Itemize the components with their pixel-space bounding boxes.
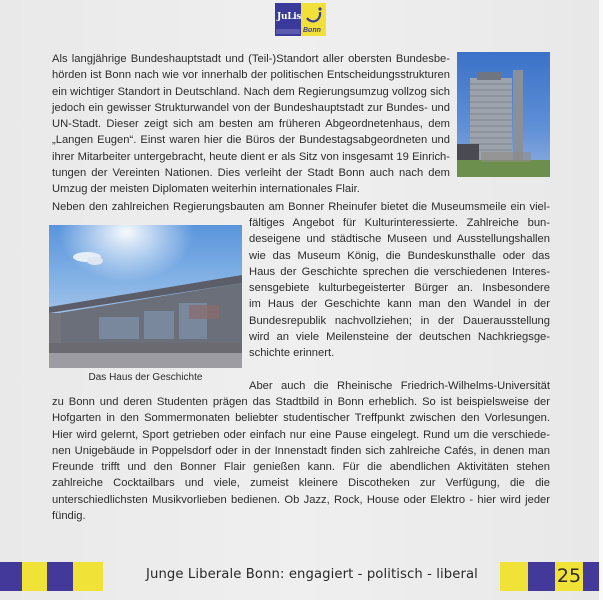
page-edge [599,0,603,600]
paragraph-bundesstadt [52,51,450,198]
text-line: fündig. [52,510,86,523]
text-line: tungen der Vereinten Nationen. Dies verleiht der Stadt Bonn auch nach dem [52,167,450,180]
text-line: sensgebiete kulturbegeisterter Bürger an. Insbesondere [249,282,550,295]
text-line: jedoch ein gewisser Strukturwandel von der Bundeshauptstadt zur Bundes- und [52,101,450,114]
text-line: Hofgarten in den Sommermonaten beliebter studentischer Treffpunkt zwischen den Vorlesungen. [52,412,550,425]
page-number: 25 [556,565,582,587]
logo-bonn-text: Bonn [303,27,321,34]
paragraph-museumsmeile [52,199,550,215]
photo-langer-eugen [457,52,550,177]
footer-stripe-purple [47,562,73,591]
text-line: wird an viele Meilensteine der deutschen Nachkriegsge- [249,331,550,344]
logo-subtitle [276,29,300,34]
text-line: deseigene und städtische Museen und Ausstellungshallen [249,233,550,246]
text-line: zu Bonn und deren Studenten prägen das Stadtbild in Bonn erheblich. So ist beispielsweise der [52,396,550,408]
photo-haus-der-geschichte [49,225,242,368]
footer-stripe-yellow [73,562,103,591]
text-line: hörden ist Bonn nach wie vor innerhalb der politischen Entscheidungsstrukturen [52,69,450,82]
text-line: unterschiedlichsten Musikvorlieben bedienen. Ob Jazz, Rock, House oder Elektro - hier wird jeder [52,493,550,506]
paragraph-museumsmeile-wrapped [249,215,550,362]
text-line: zahlreiche Cocktailbars und viele, zumeist kleinere Discotheken zur Verfügung, die die [52,477,550,490]
text-line: Hier wird gelernt, Sport getrieben oder einfach nur eine Pause eingelegt. Rund um die verschiede- [52,428,550,441]
julis-bonn-logo [275,3,326,36]
text-line: ihrer Mitarbeiter untergebracht, heute dient er als Sitz von insgesamt 19 Einrich- [52,150,450,163]
langer-eugen-illustration [457,52,550,177]
text-line: Aber auch die Rheinische Friedrich-Wilhelms-Universität [249,380,550,392]
text-line: Umzug der meisten Diplomaten weiterhin internationales Flair. [52,183,360,196]
text-line: Freunde trifft und den Bonner Flair genießen kann. Für die abendlichen Aktivitäten stehen [52,461,550,474]
text-line: im Haus der Geschichte kann man den Wandel in der [249,298,550,311]
text-line: Bundesrepublik nachvollziehen; in der Dauerausstellung [249,314,550,327]
haus-der-geschichte-illustration [49,225,242,368]
text-line: wie das Museum König, die Bundeskunsthalle oder das [249,249,550,262]
text-line: Haus der Geschichte sprechen die verschiedenen Interes- [249,265,550,278]
logo-swoosh-icon [305,6,325,26]
text-line: schichte erinnert. [249,347,335,360]
footer-stripe-yellow [500,562,528,591]
footer-stripe-yellow [22,562,47,591]
text-line: nen Unigebäude in Poppelsdorf oder in der Innenstadt finden sich zahlreiche Cafés, in denen man [52,444,550,457]
paragraph-universitaet [52,394,550,524]
text-line: Neben den zahlreichen Regierungsbauten am Bonner Rheinufer bietet die Museumsmeile ein viel- [52,201,550,213]
photo-caption: Das Haus der Geschichte [88,372,203,383]
footer-stripe-purple [0,562,22,591]
footer-slogan: Junge Liberale Bonn: engagiert - politisch - liberal [146,567,478,582]
footer-stripe-purple [583,562,599,591]
logo-julis-text: JuLis [277,12,302,22]
paragraph-universitaet-first [249,378,550,394]
text-line: „Langen Eugen“. Einst waren hier die Büros der Bundestagsabgeordneten und [52,134,450,147]
text-line: Als langjährige Bundeshauptstadt und (Teil-)Standort aller obersten Bundesbe- [52,53,450,65]
text-line: UN-Stadt. Dieser zeigt sich am besten am früheren Abgeordnetenhaus, dem [52,118,450,131]
text-line: ein wichtiger Standort in Deutschland. Nach dem Regierungsumzug vollzog sich [52,85,450,98]
text-line: fältiges Angebot für Kulturinteressierte. Zahlreiche bun- [249,217,550,229]
footer-stripe-purple [528,562,555,591]
